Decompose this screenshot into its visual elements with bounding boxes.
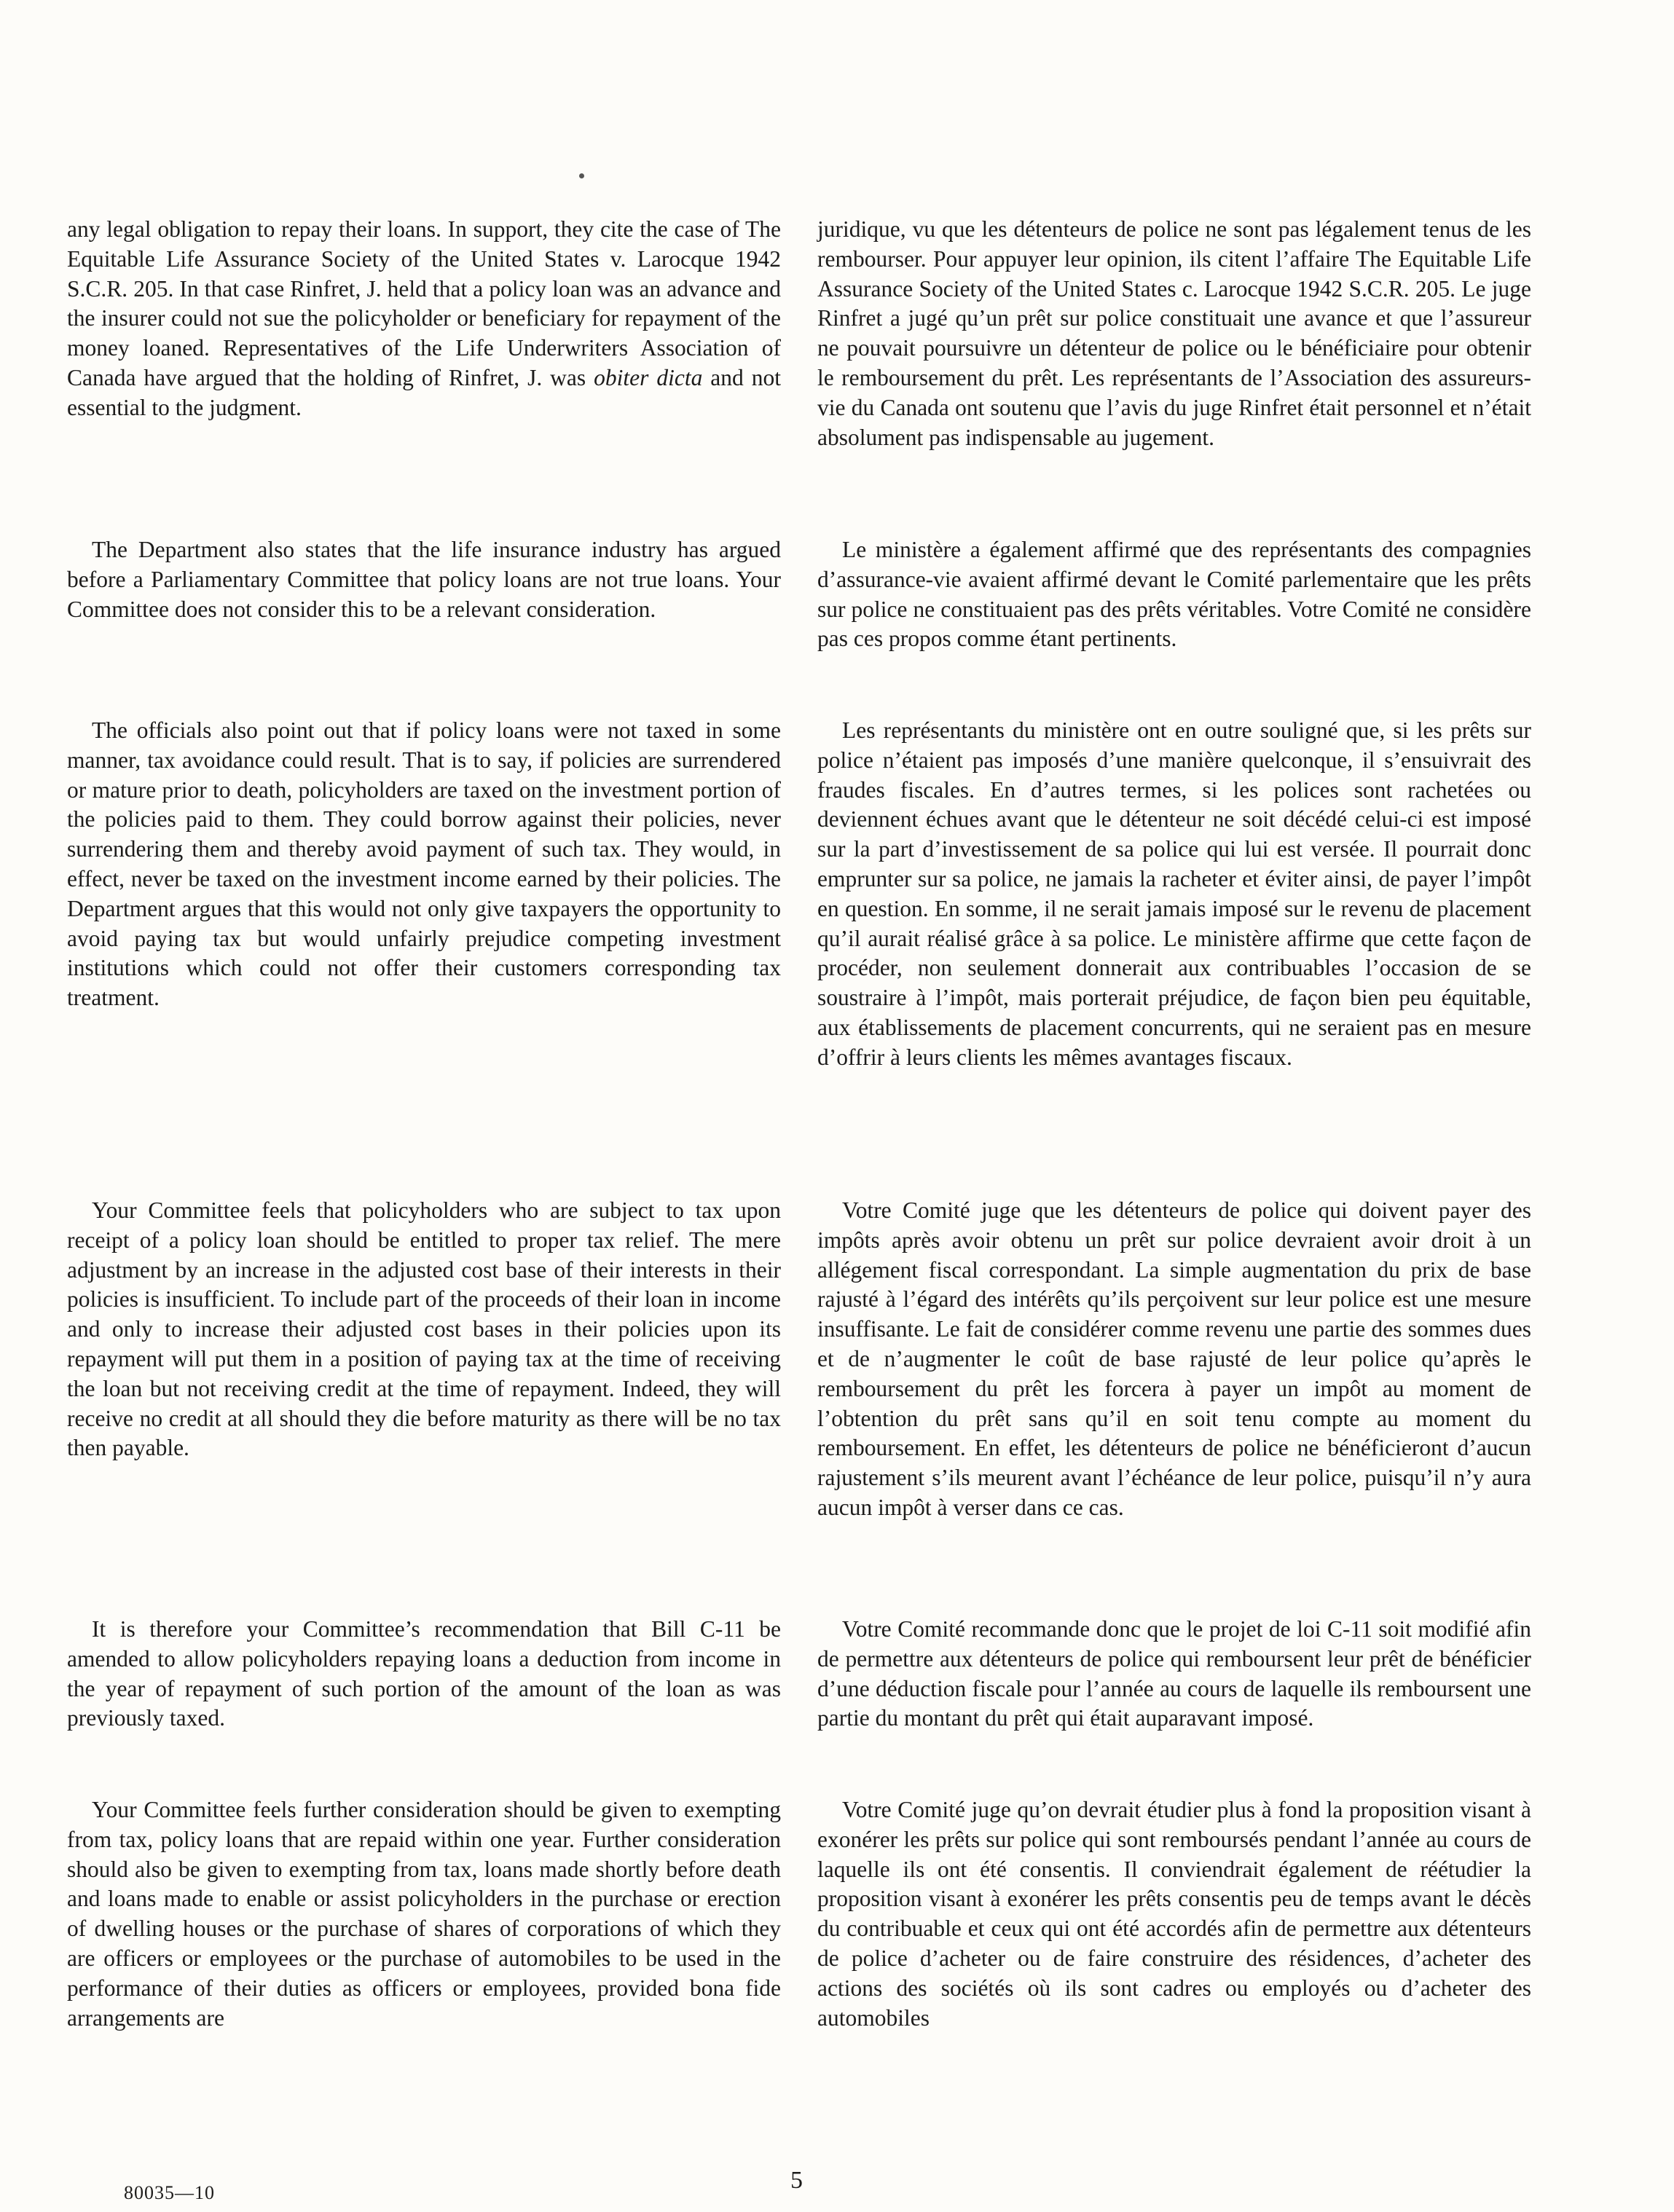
french-paragraph-4: Votre Comité juge que les détenteurs de police qui doivent payer des impôts après avoir obtenu un prêt sur police devraient avoir droit à un allégement fiscal correspondant. La simple augmentation du prix de base rajusté à l’égard des intérêts qu’ils perçoivent sur leur police est une mesure insuffisante. Le fait de considérer comme revenu une partie des sommes dues et de n’augmenter le coût de base rajusté de leur police qu’après le remboursement du prêt les forcera à payer un impôt au moment de l’obtention du prêt sans qu’il en soit tenu compte au moment du remboursement. En effet, les détenteurs de police ne bénéficieront d’aucun rajustement s’ils meurent avant l’échéance de leur police, puisqu’il n’y aura aucun impôt à verser dans ce cas. [817,1197,1531,1520]
french-paragraph-3: Les représentants du ministère ont en outre souligné que, si les prêts sur police n’étaient pas imposés d’une manière quelconque, il s’ensuivrait des fraudes fiscales. En d’autres termes, si les polices sont rachetées ou deviennent échues avant que le détenteur ne soit décédé celui-ci est imposé sur la part d’investissement de sa police qui lui est versée. Il pourrait donc emprunter sur sa police, ne jamais la racheter et éviter ainsi, de payer l’impôt en question. En somme, il ne serait jamais imposé sur le revenu de placement qu’il aurait réalisé grâce à sa police. Le ministère affirme que cette façon de procéder, non seulement donnerait aux contribuables l’occasion de se soustraire à l’impôt, mais porterait préjudice, de façon bien peu équitable, aux établissements de placement concurrents, qui ne seraient pas en mesure d’offrir à leurs clients les mêmes avantages fiscaux. [817,717,1531,1070]
english-paragraph-2: The Department also states that the life insurance industry has argued before a Parliamentary Committee that policy loans are not true loans. Your Committee does not consider this to be a relevant consideration. [67,537,781,622]
stray-dot [579,173,584,178]
english-paragraph-6: Your Committee feels further consideration should be given to exempting from tax, policy loans that are repaid within one year. Further consideration should also be given to exempting from tax, loans made shortly before death and loans made to enable or assist policyholders in the purchase or erection of dwelling houses or the purchase of shares of corporations of which they are officers or employees or the purchase of automobiles to be used in the performance of their duties as officers or employees, provided bona fide arrangements are [67,1797,781,2031]
french-paragraph-1: juridique, vu que les détenteurs de police ne sont pas légalement tenus de les rembourser. Pour appuyer leur opinion, ils citent l’affaire The Equitable Life Assurance Society of the United States c. Larocque 1942 S.C.R. 205. Le juge Rinfret a jugé qu’un prêt sur police constituait une avance et que l’assureur ne pouvait poursuivre un détenteur de police ou le bénéficiaire pour obtenir le remboursement du prêt. Les représentants de l’Association des assureurs-vie du Canada ont soutenu que l’avis du juge Rinfret était personnel et n’était absolument pas indispensable au jugement. [817,216,1531,450]
english-paragraph-5: It is therefore your Committee’s recommendation that Bill C-11 be amended to allow policyholders repaying loans a deduction from income in the year of repayment of such portion of the amount of the loan as was previously taxed. [67,1616,781,1731]
french-paragraph-2: Le ministère a également affirmé que des représentants des compagnies d’assurance-vie avaient affirmé devant le Comité parlementaire que les prêts sur police ne constituaient pas des prêts véritables. Votre Comité ne considère pas ces propos comme étant pertinents. [817,537,1531,652]
french-paragraph-6: Votre Comité juge qu’on devrait étudier plus à fond la proposition visant à exonérer les prêts sur police qui sont remboursés pendant l’année au cours de laquelle ils ont été consentis. Il conviendrait également de réétudier la proposition visant à exonérer les prêts consentis peu de temps avant le décès du contribuable et ceux qui ont été accordés afin de permettre aux détenteurs de police d’acheter ou de faire construire des résidences, d’acheter des actions des sociétés où ils sont cadres ou employés ou d’acheter des automobiles [817,1797,1531,2031]
french-paragraph-5: Votre Comité recommande donc que le projet de loi C-11 soit modifié afin de permettre aux détenteurs de police qui remboursent leur prêt de bénéficier d’une déduction fiscale pour l’année au cours de laquelle ils remboursent une partie du montant du prêt qui était auparavant imposé. [817,1616,1531,1731]
english-paragraph-3: The officials also point out that if policy loans were not taxed in some manner, tax avoidance could result. That is to say, if policies are surrendered or mature prior to death, policyholders are taxed on the investment portion of the policies paid to them. They could borrow against their policies, never surrendering them and thereby avoid payment of such tax. They would, in effect, never be taxed on the investment income earned by their policies. The Department argues that this would not only give taxpayers the opportunity to avoid paying tax but would unfairly prejudice competing investment institutions which could not offer their customers corresponding tax treatment. [67,717,781,1011]
english-paragraph-4: Your Committee feels that policyholders who are subject to tax upon receipt of a policy loan should be entitled to proper tax relief. The mere adjustment by an increase in the adjusted cost base of their interests in their policies is insufficient. To include part of the proceeds of their loan in income and only to increase their adjusted cost bases in their policies upon its repayment will put them in a position of paying tax at the time of receiving the loan but not receiving credit at the time of repayment. Indeed, they will receive no credit at all should they die before maturity as there will be no tax then payable. [67,1197,781,1461]
obiter-dicta-italic: obiter dicta [594,364,703,390]
english-paragraph-1: any legal obligation to repay their loans. In support, they cite the case of The Equitable Life Assurance Society of the United States v. Larocque 1942 S.C.R. 205. In that case Rinfret, J. held that a policy loan was an advance and the insurer could not sue the policyholder or beneficiary for repayment of the money loaned. Representatives of the Life Underwriters Association of Canada have argued that the holding of Rinfret, J. was obiter dicta and not essential to the judgment. [67,216,782,420]
page-number: 5 [790,2167,803,2194]
footer-code: 80035—10 [124,2182,215,2203]
